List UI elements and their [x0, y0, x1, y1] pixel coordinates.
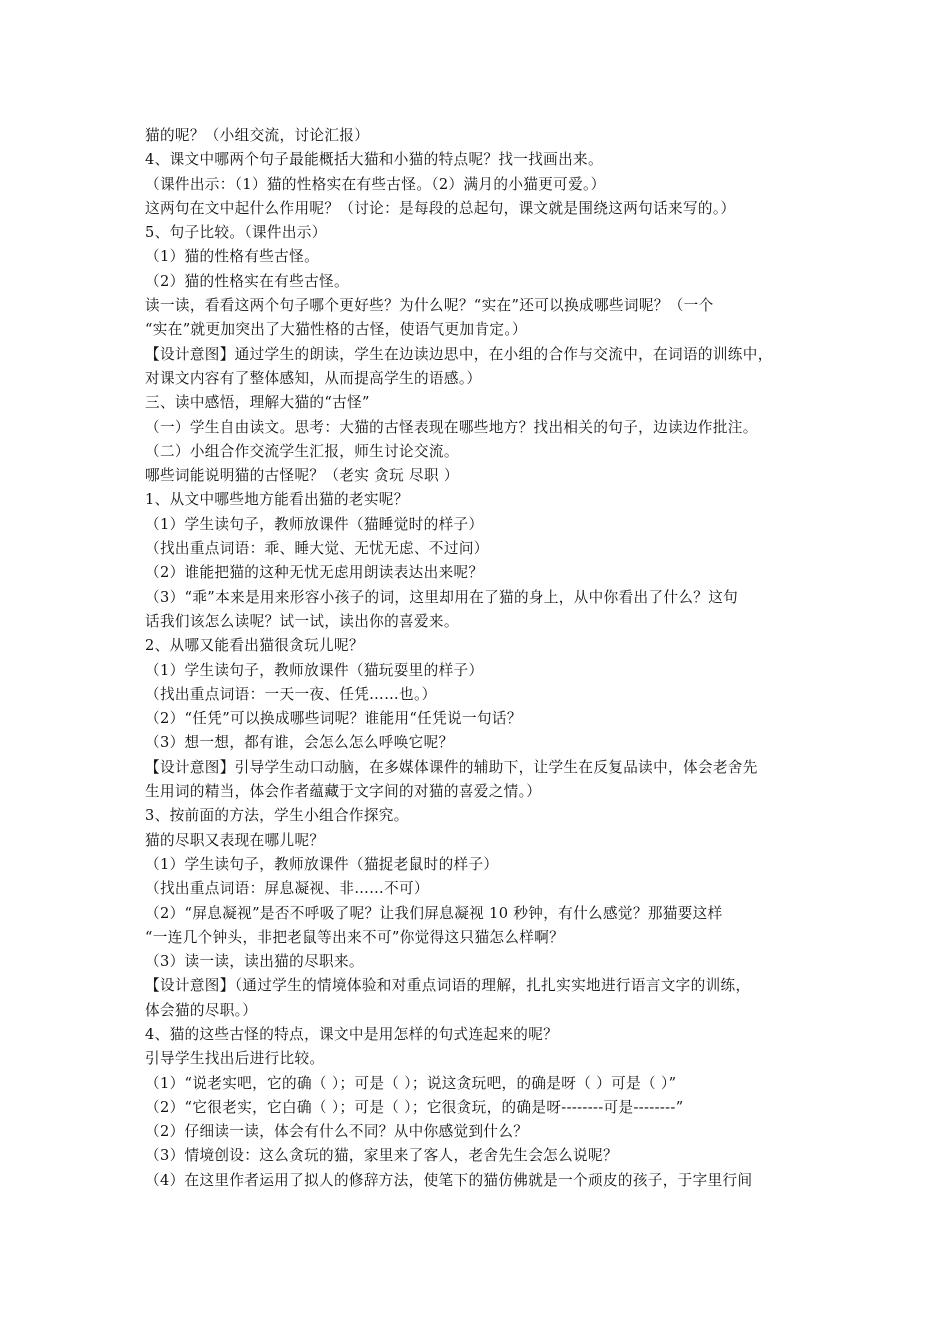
text-line: 这两句在文中起什么作用呢？（讨论：是每段的总起句，课文就是围绕这两句话来写的。）: [145, 199, 736, 217]
text-line: （2）“它很老实，它白确（ ）；可是（ ）；它很贪玩，的确是呀--------可是--------”: [145, 1098, 684, 1116]
text-line: （1）“说老实吧，它的确（ ）；可是（ ）；说这贪玩吧，的确是呀（ ）可是（ ）”: [145, 1074, 677, 1092]
text-line: （2）“任凭”可以换成哪些词呢？谁能用“任凭说一句话？: [145, 710, 522, 728]
text-line: 【设计意图】引导学生动口动脑，在多媒体课件的辅助下，让学生在反复品读中，体会老舍先: [145, 758, 758, 776]
text-line: （3）“乖”本来是用来形容小孩子的词，这里却用在了猫的身上，从中你看出了什么？这句: [145, 588, 739, 606]
text-line: 引导学生找出后进行比较。: [145, 1050, 325, 1068]
text-line: 猫的尽职又表现在哪儿呢？: [145, 831, 325, 849]
text-line: （找出重点词语：乖、睡大觉、无忧无虑、不过问）: [145, 540, 489, 558]
text-line: （3）读一读，读出猫的尽职来。: [145, 953, 364, 971]
text-line: 2、从哪又能看出猫很贪玩儿呢？: [145, 637, 364, 655]
text-line: （课件出示：（1）猫的性格实在有些古怪。（2）满月的小猫更可爱。）: [145, 175, 606, 193]
text-line: （4）在这里作者运用了拟人的修辞方法，使笔下的猫仿佛就是一个顽皮的孩子，于字里行间: [145, 1171, 753, 1189]
text-line: 哪些词能说明猫的古怪呢？（老实 贪玩 尽职 ）: [145, 467, 459, 485]
text-line: “实在”就更加突出了大猫性格的古怪，使语气更加肯定。）: [145, 321, 527, 339]
text-line: 三、读中感悟，理解大猫的“古怪”: [145, 394, 370, 412]
text-line: 【设计意图】通过学生的朗读，学生在边读边思中，在小组的合作与交流中，在词语的训练中，: [145, 345, 773, 363]
text-line: 生用词的精当，体会作者蕴藏于文字间的对猫的喜爱之情。）: [145, 783, 542, 801]
text-line: （找出重点词语：一天一夜、任凭……也。）: [145, 685, 437, 703]
text-line: “一连几个钟头，非把老鼠等出来不可”你觉得这只猫怎么样啊？: [145, 928, 565, 946]
text-line: 5、句子比较。（课件出示）: [145, 224, 327, 242]
text-line: （二）小组合作交流学生汇报，师生讨论交流。: [145, 442, 459, 460]
text-line: 猫的呢？（小组交流，讨论汇报）: [145, 127, 370, 144]
text-line: （2）谁能把猫的这种无忧无虑用朗读表达出来呢？: [145, 564, 484, 582]
text-line: （3）想一想，都有谁，会怎么怎么呼唤它呢？: [145, 734, 454, 752]
text-line: 3、按前面的方法，学生小组合作探究。: [145, 807, 409, 825]
text-line: 1、从文中哪些地方能看出猫的老实呢？: [145, 491, 409, 509]
text-line: 话我们该怎么读呢？试一试，读出你的喜爱来。: [145, 612, 459, 630]
text-line: 对课文内容有了整体感知，从而提高学生的语感。）: [145, 369, 482, 387]
text-line: （3）情境创设：这么贪玩的猫，家里来了客人，老舍先生会怎么说呢？: [145, 1147, 618, 1165]
text-line: （1）猫的性格有些古怪。: [145, 248, 320, 266]
text-line: （2）猫的性格实在有些古怪。: [145, 272, 349, 290]
text-line: 读一读，看看这两个句子哪个更好些？为什么呢？“实在”还可以换成哪些词呢？（一个: [145, 297, 714, 315]
document-body: [145, 124, 813, 1193]
text-line: （2）仔细读一读，体会有什么不同？从中你感觉到什么？: [145, 1123, 529, 1141]
text-line: 4、课文中哪两个句子最能概括大猫和小猫的特点呢？找一找画出来。: [145, 151, 603, 169]
text-line: 体会猫的尽职。）: [145, 1001, 258, 1019]
text-line: 4、猫的这些古怪的特点，课文中是用怎样的句式连起来的呢？: [145, 1025, 559, 1043]
text-line: （1）学生读句子，教师放课件（猫睡觉时的样子）: [145, 515, 484, 533]
text-line: （一）学生自由读文。思考：大猫的古怪表现在哪些地方？找出相关的句子，边读边作批注。: [145, 418, 758, 436]
text-line: （找出重点词语：屏息凝视、非……不可）: [145, 880, 429, 898]
text-line: （1）学生读句子，教师放课件（猫捉老鼠时的样子）: [145, 855, 499, 873]
text-line: （2）“屏息凝视”是否不呼吸了呢？让我们屏息凝视 10 秒钟，有什么感觉？那猫要这样: [145, 904, 723, 922]
text-line: （1）学生读句子，教师放课件（猫玩耍里的样子）: [145, 661, 484, 679]
text-line: 【设计意图】（通过学生的情境体验和对重点词语的理解，扎扎实实地进行语言文字的训练，: [145, 977, 751, 995]
